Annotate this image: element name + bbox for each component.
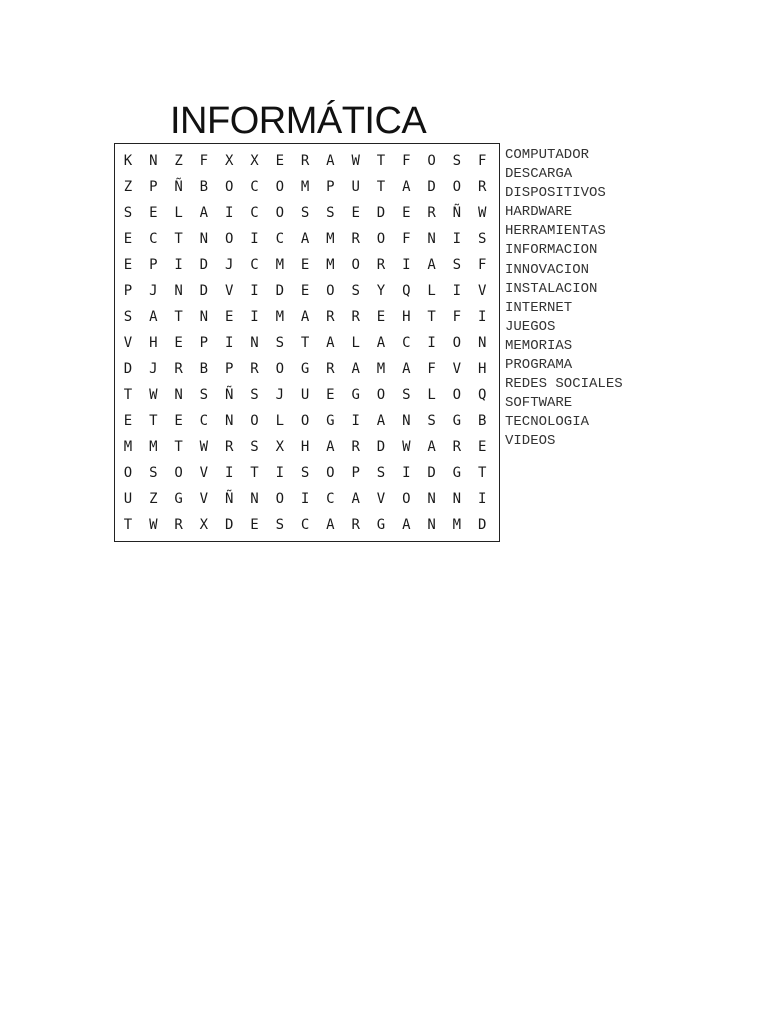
- grid-letter: A: [402, 179, 411, 195]
- grid-letter: L: [427, 387, 436, 403]
- grid-letter: I: [174, 257, 183, 273]
- grid-letter: T: [250, 465, 259, 481]
- grid-letter: O: [275, 491, 285, 507]
- grid-letter: O: [275, 205, 285, 221]
- grid-letter: U: [123, 491, 133, 507]
- grid-letter: R: [326, 361, 335, 377]
- grid-letter: E: [402, 205, 411, 221]
- grid-letter: F: [452, 309, 462, 325]
- grid-letter: G: [351, 387, 360, 403]
- grid-letter: U: [351, 179, 360, 195]
- grid-letter: G: [376, 517, 386, 533]
- grid-letter: M: [326, 257, 335, 273]
- grid-row: [115, 460, 501, 486]
- grid-letter: S: [300, 465, 310, 481]
- grid-letter: H: [402, 309, 411, 325]
- grid-letter: I: [300, 491, 310, 507]
- grid-letter: R: [351, 309, 360, 325]
- grid-letter: N: [250, 335, 259, 351]
- grid-letter: A: [326, 439, 335, 455]
- grid-letter: T: [427, 309, 436, 325]
- grid-letter: A: [199, 205, 209, 221]
- grid-letter: V: [452, 361, 462, 377]
- grid-letter: M: [452, 517, 462, 533]
- word-list-item: TECNOLOGIA: [505, 414, 590, 431]
- grid-letter: E: [300, 283, 310, 299]
- grid-letter: I: [452, 283, 462, 299]
- grid-letter: O: [250, 413, 259, 429]
- grid-letter: J: [149, 283, 158, 299]
- grid-letter: I: [224, 465, 234, 481]
- grid-letter: O: [376, 387, 386, 403]
- grid-row: [115, 356, 501, 382]
- grid-row: [115, 486, 501, 512]
- grid-letter: O: [326, 283, 335, 299]
- grid-letter: C: [402, 335, 411, 351]
- grid-letter: O: [275, 361, 285, 377]
- word-list-item: DESCARGA: [505, 166, 573, 183]
- grid-letter: I: [402, 465, 411, 481]
- grid-letter: S: [123, 309, 133, 325]
- grid-letter: E: [149, 205, 158, 221]
- word-search-grid: [114, 143, 500, 542]
- grid-letter: S: [351, 283, 360, 299]
- grid-letter: V: [224, 283, 234, 299]
- grid-letter: S: [250, 439, 259, 455]
- grid-letter: L: [427, 283, 436, 299]
- grid-letter: W: [199, 439, 209, 455]
- grid-letter: V: [376, 491, 386, 507]
- grid-letter: C: [149, 231, 158, 247]
- grid-letter: C: [250, 257, 259, 273]
- grid-letter: T: [174, 309, 183, 325]
- grid-letter: N: [149, 153, 158, 169]
- grid-letter: J: [275, 387, 285, 403]
- grid-letter: Ñ: [224, 387, 234, 403]
- grid-letter: S: [326, 205, 335, 221]
- word-list-item: INFORMACION: [505, 242, 598, 259]
- grid-letter: O: [452, 387, 462, 403]
- grid-letter: Ñ: [224, 491, 234, 507]
- grid-letter: R: [427, 205, 436, 221]
- grid-letter: Y: [376, 283, 386, 299]
- grid-letter: A: [402, 361, 411, 377]
- grid-letter: I: [250, 309, 259, 325]
- grid-letter: M: [326, 231, 335, 247]
- grid-letter: P: [149, 179, 158, 195]
- grid-letter: A: [402, 517, 411, 533]
- word-list-item: HERRAMIENTAS: [505, 223, 606, 240]
- grid-letter: O: [452, 335, 462, 351]
- grid-letter: W: [402, 439, 411, 455]
- grid-letter: I: [452, 231, 462, 247]
- grid-letter: C: [250, 179, 259, 195]
- grid-row: [115, 174, 501, 200]
- grid-letter: S: [376, 465, 386, 481]
- grid-letter: V: [199, 491, 209, 507]
- grid-letter: T: [174, 439, 183, 455]
- grid-letter: N: [402, 413, 411, 429]
- grid-letter: O: [300, 413, 310, 429]
- grid-letter: I: [477, 491, 487, 507]
- grid-letter: D: [275, 283, 285, 299]
- word-list-item: INSTALACION: [505, 280, 598, 297]
- grid-letter: B: [477, 413, 487, 429]
- grid-letter: L: [174, 205, 183, 221]
- grid-letter: C: [275, 231, 285, 247]
- grid-letter: T: [123, 387, 133, 403]
- grid-letter: M: [376, 361, 386, 377]
- grid-letter: R: [174, 517, 183, 533]
- grid-letter: G: [452, 465, 462, 481]
- word-list-item: INTERNET: [505, 299, 573, 316]
- grid-letter: I: [351, 413, 360, 429]
- grid-letter: O: [376, 231, 386, 247]
- grid-row: [115, 252, 501, 278]
- grid-letter: C: [199, 413, 209, 429]
- grid-letter: S: [149, 465, 158, 481]
- grid-letter: Q: [477, 387, 487, 403]
- grid-letter: D: [199, 257, 209, 273]
- grid-letter: G: [174, 491, 183, 507]
- grid-letter: R: [351, 439, 360, 455]
- grid-letter: V: [199, 465, 209, 481]
- grid-row: [115, 434, 501, 460]
- grid-letter: E: [174, 335, 183, 351]
- grid-letter: N: [477, 335, 487, 351]
- grid-letter: M: [275, 309, 285, 325]
- grid-letter: I: [250, 231, 259, 247]
- grid-letter: O: [427, 153, 436, 169]
- grid-letter: F: [477, 257, 487, 273]
- grid-letter: R: [250, 361, 259, 377]
- grid-letter: I: [427, 335, 436, 351]
- grid-letter: G: [452, 413, 462, 429]
- grid-letter: I: [250, 283, 259, 299]
- grid-letter: R: [351, 231, 360, 247]
- grid-letter: N: [427, 517, 436, 533]
- grid-letter: P: [224, 361, 234, 377]
- grid-letter: S: [250, 387, 259, 403]
- grid-letter: N: [174, 283, 183, 299]
- grid-letter: W: [149, 387, 158, 403]
- grid-letter: S: [275, 517, 285, 533]
- grid-letter: O: [351, 257, 360, 273]
- grid-letter: T: [376, 179, 386, 195]
- word-list: [505, 146, 623, 452]
- grid-letter: O: [123, 465, 133, 481]
- grid-letter: E: [250, 517, 259, 533]
- grid-letter: O: [326, 465, 335, 481]
- grid-letter: F: [402, 153, 411, 169]
- grid-letter: G: [300, 361, 310, 377]
- grid-letter: Ñ: [174, 179, 183, 195]
- grid-letter: F: [402, 231, 411, 247]
- word-list-item: INNOVACION: [505, 261, 590, 278]
- word-list-item: REDES SOCIALES: [505, 376, 623, 393]
- grid-letter: T: [174, 231, 183, 247]
- grid-letter: O: [452, 179, 462, 195]
- grid-letter: L: [275, 413, 285, 429]
- grid-letter: E: [275, 153, 285, 169]
- grid-letter: D: [427, 179, 436, 195]
- word-list-item: SOFTWARE: [505, 395, 573, 412]
- grid-letter: N: [199, 231, 209, 247]
- word-list-item: COMPUTADOR: [505, 147, 590, 163]
- grid-row: [115, 278, 501, 304]
- grid-letter: V: [477, 283, 487, 299]
- grid-letter: E: [376, 309, 386, 325]
- grid-letter: X: [224, 153, 234, 169]
- grid-letter: S: [300, 205, 310, 221]
- grid-row: [115, 330, 501, 356]
- grid-letter: X: [275, 439, 285, 455]
- grid-letter: F: [427, 361, 436, 377]
- grid-letter: T: [376, 153, 386, 169]
- grid-row: [115, 304, 501, 330]
- grid-letter: A: [149, 309, 158, 325]
- grid-letter: H: [477, 361, 487, 377]
- grid-letter: P: [351, 465, 360, 481]
- grid-letter: Ñ: [452, 205, 462, 221]
- grid-letter: C: [300, 517, 310, 533]
- grid-letter: U: [300, 387, 310, 403]
- grid-letter: P: [199, 335, 209, 351]
- word-list-item: VIDEOS: [505, 433, 556, 450]
- grid-row: [115, 226, 501, 252]
- grid-letter: T: [123, 517, 133, 533]
- grid-letter: S: [199, 387, 209, 403]
- grid-letter: B: [199, 361, 209, 377]
- grid-letter: F: [199, 153, 209, 169]
- grid-letter: D: [123, 361, 133, 377]
- grid-letter: M: [123, 439, 133, 455]
- grid-letter: O: [275, 179, 285, 195]
- grid-letter: Z: [123, 179, 133, 195]
- grid-letter: Z: [174, 153, 183, 169]
- grid-letter: Z: [149, 491, 158, 507]
- grid-letter: F: [477, 153, 487, 169]
- grid-letter: H: [300, 439, 310, 455]
- grid-letter: W: [149, 517, 158, 533]
- grid-letter: P: [326, 179, 335, 195]
- grid-letter: J: [224, 257, 234, 273]
- grid-letter: B: [199, 179, 209, 195]
- grid-letter: N: [174, 387, 183, 403]
- grid-letter: A: [300, 231, 310, 247]
- grid-letter: I: [477, 309, 487, 325]
- grid-letter: P: [123, 283, 133, 299]
- grid-letter: E: [123, 231, 133, 247]
- word-list-item: DISPOSITIVOS: [505, 185, 606, 202]
- grid-letter: A: [326, 517, 335, 533]
- grid-letter: O: [402, 491, 411, 507]
- grid-row: [115, 382, 501, 408]
- grid-letter: O: [174, 465, 183, 481]
- grid-letter: N: [427, 491, 436, 507]
- grid-letter: D: [376, 205, 386, 221]
- grid-letter: D: [376, 439, 386, 455]
- grid-letter: T: [477, 465, 487, 481]
- grid-letter: I: [224, 335, 234, 351]
- grid-letter: E: [326, 387, 335, 403]
- grid-letter: D: [477, 517, 487, 533]
- grid-letter: A: [427, 257, 436, 273]
- grid-letter: R: [351, 517, 360, 533]
- grid-letter: S: [427, 413, 436, 429]
- grid-row: [115, 148, 501, 174]
- grid-letter: A: [427, 439, 436, 455]
- grid-letter: N: [224, 413, 234, 429]
- grid-letter: S: [123, 205, 133, 221]
- grid-letter: C: [326, 491, 335, 507]
- grid-letter: R: [477, 179, 487, 195]
- grid-letter: S: [452, 257, 462, 273]
- grid-letter: T: [149, 413, 158, 429]
- grid-letter: H: [149, 335, 158, 351]
- grid-letter: R: [326, 309, 335, 325]
- grid-letter: A: [326, 335, 335, 351]
- grid-letter: E: [477, 439, 487, 455]
- grid-letter: P: [149, 257, 158, 273]
- grid-row: [115, 408, 501, 434]
- grid-row: [115, 512, 501, 538]
- grid-letter: G: [326, 413, 335, 429]
- grid-letter: A: [376, 413, 386, 429]
- grid-letter: E: [123, 257, 133, 273]
- grid-letter: J: [149, 361, 158, 377]
- grid-letter: R: [174, 361, 183, 377]
- grid-letter: D: [427, 465, 436, 481]
- grid-letter: M: [149, 439, 158, 455]
- grid-letter: M: [275, 257, 285, 273]
- grid-letter: N: [452, 491, 462, 507]
- grid-letter: A: [326, 153, 335, 169]
- grid-letter: I: [275, 465, 285, 481]
- grid-row: [115, 200, 501, 226]
- grid-letter: R: [224, 439, 234, 455]
- word-list-item: JUEGOS: [505, 318, 556, 335]
- grid-letter: S: [402, 387, 411, 403]
- word-list-item: MEMORIAS: [505, 337, 573, 354]
- grid-letter: T: [300, 335, 310, 351]
- grid-letter: N: [427, 231, 436, 247]
- page-title: INFORMÁTICA: [170, 100, 427, 142]
- grid-letter: O: [224, 179, 234, 195]
- grid-letter: W: [351, 153, 360, 169]
- grid-letter: E: [224, 309, 234, 325]
- grid-letter: C: [250, 205, 259, 221]
- grid-letter: A: [300, 309, 310, 325]
- grid-letter: X: [250, 153, 259, 169]
- grid-letter: N: [199, 309, 209, 325]
- grid-letter: V: [123, 335, 133, 351]
- grid-letter: X: [199, 517, 209, 533]
- grid-letter: S: [452, 153, 462, 169]
- grid-letter: Q: [402, 283, 411, 299]
- grid-letter: O: [224, 231, 234, 247]
- grid-letter: R: [452, 439, 462, 455]
- grid-letter: N: [250, 491, 259, 507]
- word-list-item: HARDWARE: [505, 204, 573, 221]
- grid-letter: K: [123, 153, 133, 169]
- grid-letter: R: [376, 257, 386, 273]
- grid-letter: I: [402, 257, 411, 273]
- grid-letter: S: [275, 335, 285, 351]
- grid-letter: E: [300, 257, 310, 273]
- grid-letter: L: [351, 335, 360, 351]
- grid-letter: E: [123, 413, 133, 429]
- grid-letter: E: [174, 413, 183, 429]
- grid-letter: I: [224, 205, 234, 221]
- grid-letter: A: [351, 361, 360, 377]
- grid-letter: A: [351, 491, 360, 507]
- grid-letter: R: [300, 153, 310, 169]
- grid-letter: W: [477, 205, 487, 221]
- grid-letter: M: [300, 179, 310, 195]
- grid-letter: E: [351, 205, 360, 221]
- grid-letter: D: [199, 283, 209, 299]
- word-list-item: PROGRAMA: [505, 357, 573, 374]
- grid-letter: A: [376, 335, 386, 351]
- grid-letter: S: [477, 231, 487, 247]
- grid-letter: D: [224, 517, 234, 533]
